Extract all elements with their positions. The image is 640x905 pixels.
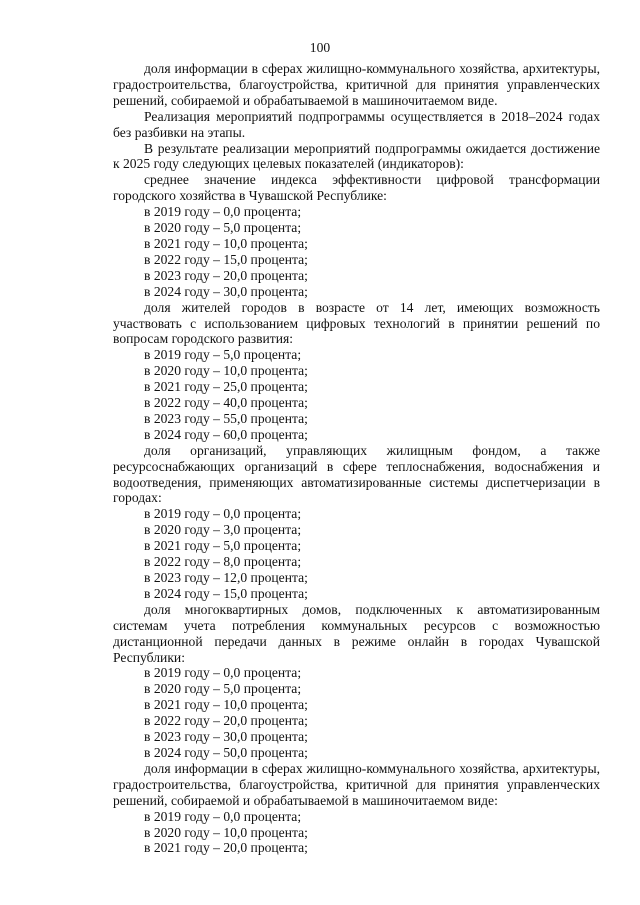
list-item: в 2023 году – 30,0 процента; (144, 729, 308, 745)
paragraph: Реализация мероприятий подпрограммы осуществляется в 2018–2024 годах без разбивки на этапы. (113, 108, 600, 140)
list-item: в 2023 году – 12,0 процента; (144, 570, 308, 585)
list-item: в 2021 году – 10,0 процента; (144, 235, 308, 251)
list-item: в 2021 году – 5,0 процента; (144, 538, 302, 554)
paragraph: среднее значение индекса эффективности цифровой трансформации городского хозяйства в Чувашской Республике: (113, 172, 600, 204)
list-item: в 2019 году – 0,0 процента; (144, 808, 302, 824)
page-number: 100 (309, 40, 331, 55)
paragraph: доля многоквартирных домов, подключенных к автоматизированным системам учета потребления коммунальных ресурсов с возможностью дистанционной передачи данных в режиме онлайн в городах Чувашской Республики: (113, 601, 600, 665)
paragraph: доля жителей городов в возрасте от 14 лет, имеющих возможность участвовать с использованием цифровых технологий в принятии решений по вопросам городского развития: (113, 299, 600, 347)
paragraph: доля информации в сферах жилищно-коммунального хозяйства, архитектуры, градостроительства, благоустройства, критичной для принятия управленческих решений, собираемой и обрабатываемой в машиночитаемом виде: (113, 760, 600, 808)
list-item: в 2022 году – 8,0 процента; (144, 554, 302, 570)
document-body (113, 61, 600, 856)
list-item: в 2019 году – 0,0 процента; (144, 506, 302, 522)
paragraph: доля организаций, управляющих жилищным фондом, а также ресурсоснабжающих организаций в сфере теплоснабжения, водоснабжения и водоотведения, применяющих автоматизированные системы диспетчеризации в городах: (113, 442, 600, 506)
list-item: в 2023 году – 55,0 процента; (144, 410, 308, 426)
list-item: в 2024 году – 60,0 процента; (144, 426, 308, 442)
list-item: в 2020 году – 3,0 процента; (144, 522, 302, 538)
list-item: в 2020 году – 5,0 процента; (144, 220, 302, 236)
list-item: в 2022 году – 20,0 процента; (144, 713, 308, 729)
list-item: в 2020 году – 10,0 процента; (144, 363, 308, 379)
list-item: в 2023 году – 20,0 процента; (144, 267, 308, 283)
list-item: в 2022 году – 40,0 процента; (144, 395, 308, 411)
list-item: в 2021 году – 20,0 процента; (144, 840, 308, 856)
list-item: в 2024 году – 50,0 процента; (144, 744, 308, 760)
list-item: в 2019 году – 0,0 процента; (144, 204, 302, 220)
list-item: в 2021 году – 25,0 процента; (144, 379, 308, 395)
list-item: в 2024 году – 15,0 процента; (144, 585, 308, 601)
list-item: в 2021 году – 10,0 процента; (144, 697, 308, 713)
list-item: в 2020 году – 10,0 процента; (144, 824, 308, 840)
list-item: в 2024 году – 30,0 процента; (144, 283, 308, 299)
list-item: в 2020 году – 5,0 процента; (144, 681, 302, 697)
list-item: в 2019 году – 5,0 процента; (144, 347, 302, 363)
list-item: в 2019 году – 0,0 процента; (144, 665, 302, 681)
paragraph: В результате реализации мероприятий подпрограммы ожидается достижение к 2025 году следующих целевых показателей (индикаторов): (113, 140, 600, 172)
list-item: в 2022 году – 15,0 процента; (144, 251, 308, 267)
paragraph: доля информации в сферах жилищно-коммунального хозяйства, архитектуры, градостроительства, благоустройства, критичной для принятия управленческих решений, собираемой и обрабатываемой в машиночитаемом виде. (113, 61, 600, 108)
